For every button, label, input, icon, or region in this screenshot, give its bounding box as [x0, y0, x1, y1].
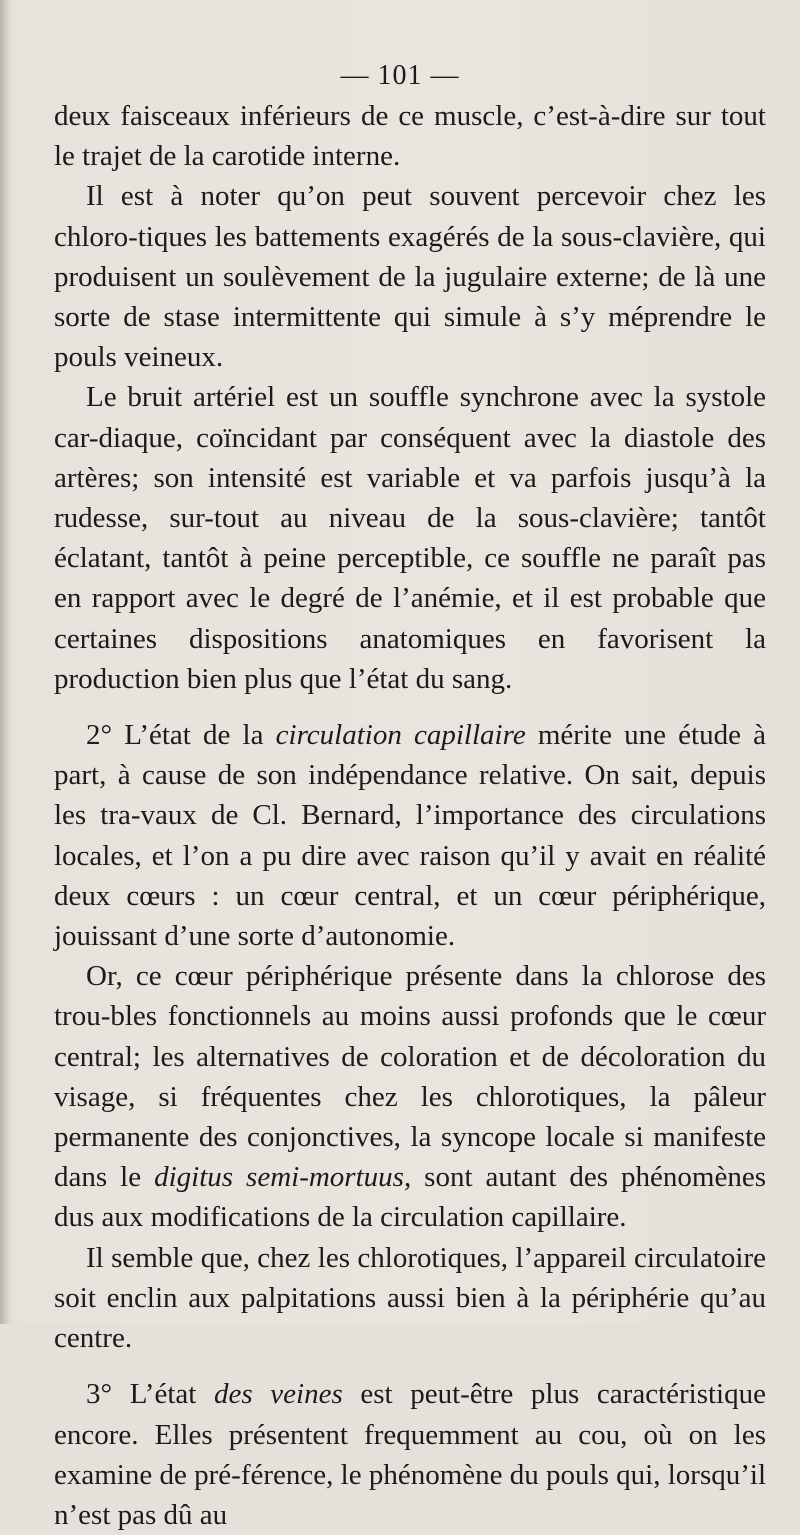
- body-text: [54, 96, 766, 1535]
- paragraph-7: [54, 1374, 766, 1535]
- paragraph-text: , sont autant des phénomènes dus aux modifications de la circulation capillaire.: [54, 1161, 766, 1234]
- paragraph-text: Il est à noter qu’on peut souvent percevoir chez les chloro-tiques les battements exagérés de la sous-clavière, qui produisent un soulèvement de la jugulaire externe; de là une sorte de stase intermittente qui simule à s’y méprendre le pouls veineux.: [54, 180, 766, 374]
- paragraph-4: [54, 715, 766, 956]
- italic-term: des veines: [213, 1378, 343, 1411]
- page-gutter-shadow: [0, 0, 10, 1324]
- italic-term: digitus semi-mortuus: [154, 1161, 404, 1194]
- paragraph-text: 2° L’état de la: [86, 719, 276, 752]
- paragraph-text: Le bruit artériel est un souffle synchrone avec la systole car-diaque, coïncidant par conséquent avec la diastole des artères; son intensité est variable et va parfois jusqu’à la rudesse, sur-tout au niveau de la sous-clavière; tantôt éclatant, tantôt à peine perceptible, ce souffle ne paraît pas en rapport avec le degré de l’anémie, et il est probable que certaines dispositions anatomiques en favorisent la production bien plus que l’état du sang.: [54, 381, 766, 695]
- page-number: — 101 —: [340, 60, 460, 91]
- paragraph-text: est peut-être plus caractéristique encore. Elles présentent frequemment au cou, où on les examine de pré-férence, le phénomène du pouls qui, lorsqu’il n’est pas dû au: [54, 1378, 766, 1531]
- paragraph-6: [54, 1238, 766, 1359]
- paragraph-text: deux faisceaux inférieurs de ce muscle, c’est-à-dire sur tout le trajet de la carotide interne.: [54, 100, 766, 173]
- paragraph-text: 3° L’état: [86, 1378, 214, 1411]
- italic-term: circulation capillaire: [275, 719, 526, 752]
- paragraph-2: [54, 176, 766, 377]
- paragraph-text: mérite une étude à part, à cause de son indépendance relative. On sait, depuis les tra-vaux de Cl. Bernard, l’importance des circulations locales, et l’on a pu dire avec raison qu’il y avait en réalité deux cœurs : un cœur central, et un cœur périphérique, jouissant d’une sorte d’autonomie.: [54, 719, 766, 953]
- paragraph-text: Or, ce cœur périphérique présente dans la chlorose des trou-bles fonctionnels au moins aussi profonds que le cœur central; les alternatives de coloration et de décoloration du visage, si fréquentes chez les chlorotiques, la pâleur permanente des conjonctives, la syncope locale si manifeste dans le: [54, 960, 766, 1194]
- paragraph-1: [54, 96, 766, 176]
- paragraph-text: Il semble que, chez les chlorotiques, l’appareil circulatoire soit enclin aux palpitations aussi bien à la périphérie qu’au centre.: [54, 1241, 766, 1355]
- paragraph-5: [54, 956, 766, 1237]
- paragraph-3: [54, 377, 766, 699]
